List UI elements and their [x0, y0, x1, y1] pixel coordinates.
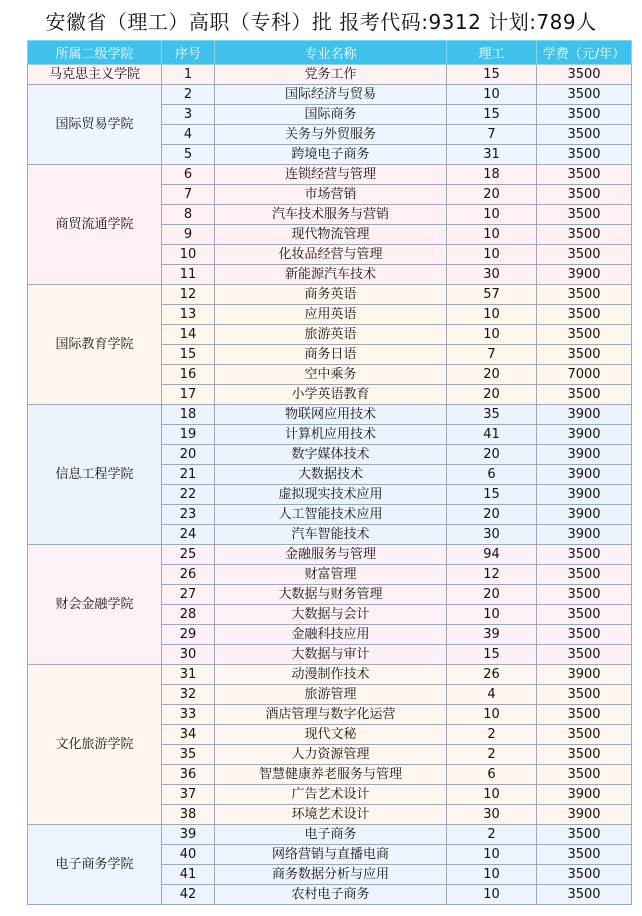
major-name-cell: 跨境电子商务: [215, 145, 447, 165]
major-name-cell: 空中乘务: [215, 365, 447, 385]
row-number-cell: 15: [162, 345, 215, 365]
plan-count-cell: 12: [447, 565, 537, 585]
tuition-fee-cell: 3500: [537, 185, 632, 205]
tuition-fee-cell: 3500: [537, 865, 632, 885]
plan-count-cell: 10: [447, 885, 537, 905]
plan-count-cell: 10: [447, 85, 537, 105]
tuition-fee-cell: 3900: [537, 465, 632, 485]
row-number-cell: 25: [162, 545, 215, 565]
row-number-cell: 16: [162, 365, 215, 385]
plan-count-cell: 35: [447, 405, 537, 425]
plan-count-cell: 39: [447, 625, 537, 645]
tuition-fee-cell: 3500: [537, 145, 632, 165]
plan-count-cell: 15: [447, 65, 537, 85]
row-number-cell: 12: [162, 285, 215, 305]
row-number-cell: 34: [162, 725, 215, 745]
row-number-cell: 20: [162, 445, 215, 465]
row-number-cell: 3: [162, 105, 215, 125]
major-name-cell: 党务工作: [215, 65, 447, 85]
tuition-fee-cell: 3500: [537, 825, 632, 845]
major-name-cell: 现代文秘: [215, 725, 447, 745]
plan-count-cell: 30: [447, 525, 537, 545]
table-row: [28, 285, 632, 305]
row-number-cell: 40: [162, 845, 215, 865]
plan-count-cell: 10: [447, 225, 537, 245]
plan-count-cell: 30: [447, 805, 537, 825]
major-name-cell: 农村电子商务: [215, 885, 447, 905]
plan-count-cell: 6: [447, 765, 537, 785]
tuition-fee-cell: 3500: [537, 305, 632, 325]
tuition-fee-cell: 3500: [537, 285, 632, 305]
college-name-cell: 财会金融学院: [28, 545, 162, 665]
row-number-cell: 26: [162, 565, 215, 585]
tuition-fee-cell: 3500: [537, 885, 632, 905]
tuition-fee-cell: 3500: [537, 225, 632, 245]
major-name-cell: 旅游英语: [215, 325, 447, 345]
plan-count-cell: 10: [447, 305, 537, 325]
major-name-cell: 连锁经营与管理: [215, 165, 447, 185]
tuition-fee-cell: 3900: [537, 665, 632, 685]
college-name-cell: 信息工程学院: [28, 405, 162, 545]
college-name-cell: 商贸流通学院: [28, 165, 162, 285]
table-row: [28, 65, 632, 85]
tuition-fee-cell: 3500: [537, 345, 632, 365]
row-number-cell: 18: [162, 405, 215, 425]
table-row: [28, 405, 632, 425]
college-group: [28, 665, 632, 825]
row-number-cell: 37: [162, 785, 215, 805]
plan-count-cell: 94: [447, 545, 537, 565]
enrollment-plan-table: [27, 40, 632, 905]
major-name-cell: 智慧健康养老服务与管理: [215, 765, 447, 785]
table-row: [28, 545, 632, 565]
tuition-fee-cell: 3500: [537, 625, 632, 645]
major-name-cell: 汽车技术服务与营销: [215, 205, 447, 225]
college-name-cell: 国际教育学院: [28, 285, 162, 405]
plan-count-cell: 7: [447, 125, 537, 145]
header-number: 序号: [162, 41, 215, 65]
plan-count-cell: 20: [447, 505, 537, 525]
plan-count-cell: 10: [447, 865, 537, 885]
tuition-fee-cell: 3900: [537, 265, 632, 285]
major-name-cell: 网络营销与直播电商: [215, 845, 447, 865]
plan-count-cell: 10: [447, 325, 537, 345]
row-number-cell: 14: [162, 325, 215, 345]
row-number-cell: 10: [162, 245, 215, 265]
college-group: [28, 825, 632, 905]
row-number-cell: 7: [162, 185, 215, 205]
plan-count-cell: 20: [447, 585, 537, 605]
plan-count-cell: 7: [447, 345, 537, 365]
plan-count-cell: 31: [447, 145, 537, 165]
row-number-cell: 29: [162, 625, 215, 645]
tuition-fee-cell: 3500: [537, 745, 632, 765]
tuition-fee-cell: 3500: [537, 705, 632, 725]
table-row: [28, 165, 632, 185]
college-group: [28, 285, 632, 405]
row-number-cell: 32: [162, 685, 215, 705]
header-plan: 理工: [447, 41, 537, 65]
plan-count-cell: 10: [447, 705, 537, 725]
page-title: 安徽省（理工）高职（专科）批 报考代码:9312 计划:789人: [45, 9, 597, 34]
row-number-cell: 39: [162, 825, 215, 845]
row-number-cell: 42: [162, 885, 215, 905]
major-name-cell: 动漫制作技术: [215, 665, 447, 685]
tuition-fee-cell: 3500: [537, 605, 632, 625]
major-name-cell: 大数据技术: [215, 465, 447, 485]
plan-count-cell: 10: [447, 845, 537, 865]
plan-count-cell: 30: [447, 265, 537, 285]
plan-count-cell: 6: [447, 465, 537, 485]
tuition-fee-cell: 3900: [537, 805, 632, 825]
tuition-fee-cell: 3500: [537, 205, 632, 225]
plan-count-cell: 2: [447, 825, 537, 845]
row-number-cell: 23: [162, 505, 215, 525]
table-row: [28, 665, 632, 685]
plan-count-cell: 10: [447, 205, 537, 225]
major-name-cell: 计算机应用技术: [215, 425, 447, 445]
college-group: [28, 405, 632, 545]
row-number-cell: 2: [162, 85, 215, 105]
tuition-fee-cell: 3500: [537, 125, 632, 145]
college-group: [28, 65, 632, 85]
major-name-cell: 商务日语: [215, 345, 447, 365]
row-number-cell: 5: [162, 145, 215, 165]
plan-count-cell: 57: [447, 285, 537, 305]
plan-count-cell: 20: [447, 385, 537, 405]
college-group: [28, 545, 632, 665]
row-number-cell: 8: [162, 205, 215, 225]
tuition-fee-cell: 3500: [537, 645, 632, 665]
row-number-cell: 41: [162, 865, 215, 885]
header-fee: 学费（元/年）: [537, 41, 632, 65]
major-name-cell: 新能源汽车技术: [215, 265, 447, 285]
row-number-cell: 1: [162, 65, 215, 85]
table-header-row: [28, 41, 632, 65]
header-college: 所属二级学院: [28, 41, 162, 65]
college-group: [28, 165, 632, 285]
major-name-cell: 大数据与财务管理: [215, 585, 447, 605]
major-name-cell: 金融服务与管理: [215, 545, 447, 565]
major-name-cell: 大数据与审计: [215, 645, 447, 665]
college-name-cell: 马克思主义学院: [28, 65, 162, 85]
major-name-cell: 商务数据分析与应用: [215, 865, 447, 885]
tuition-fee-cell: 3500: [537, 105, 632, 125]
major-name-cell: 大数据与会计: [215, 605, 447, 625]
plan-count-cell: 4: [447, 685, 537, 705]
tuition-fee-cell: 3500: [537, 385, 632, 405]
row-number-cell: 33: [162, 705, 215, 725]
tuition-fee-cell: 3500: [537, 565, 632, 585]
major-name-cell: 环境艺术设计: [215, 805, 447, 825]
plan-count-cell: 20: [447, 445, 537, 465]
table-row: [28, 85, 632, 105]
major-name-cell: 应用英语: [215, 305, 447, 325]
major-name-cell: 酒店管理与数字化运营: [215, 705, 447, 725]
major-name-cell: 国际经济与贸易: [215, 85, 447, 105]
tuition-fee-cell: 3900: [537, 425, 632, 445]
major-name-cell: 市场营销: [215, 185, 447, 205]
major-name-cell: 电子商务: [215, 825, 447, 845]
major-name-cell: 现代物流管理: [215, 225, 447, 245]
tuition-fee-cell: 3500: [537, 325, 632, 345]
tuition-fee-cell: 3900: [537, 785, 632, 805]
row-number-cell: 28: [162, 605, 215, 625]
row-number-cell: 38: [162, 805, 215, 825]
tuition-fee-cell: 3500: [537, 545, 632, 565]
row-number-cell: 24: [162, 525, 215, 545]
tuition-fee-cell: 3500: [537, 85, 632, 105]
tuition-fee-cell: 3900: [537, 485, 632, 505]
tuition-fee-cell: 3900: [537, 525, 632, 545]
plan-count-cell: 2: [447, 745, 537, 765]
header-major: 专业名称: [215, 41, 447, 65]
plan-count-cell: 41: [447, 425, 537, 445]
tuition-fee-cell: 3900: [537, 445, 632, 465]
tuition-fee-cell: 3900: [537, 405, 632, 425]
major-name-cell: 人力资源管理: [215, 745, 447, 765]
major-name-cell: 物联网应用技术: [215, 405, 447, 425]
row-number-cell: 9: [162, 225, 215, 245]
row-number-cell: 31: [162, 665, 215, 685]
row-number-cell: 36: [162, 765, 215, 785]
major-name-cell: 金融科技应用: [215, 625, 447, 645]
plan-count-cell: 26: [447, 665, 537, 685]
college-name-cell: 文化旅游学院: [28, 665, 162, 825]
row-number-cell: 13: [162, 305, 215, 325]
plan-count-cell: 2: [447, 725, 537, 745]
plan-count-cell: 18: [447, 165, 537, 185]
plan-count-cell: 10: [447, 245, 537, 265]
major-name-cell: 关务与外贸服务: [215, 125, 447, 145]
major-name-cell: 化妆品经营与管理: [215, 245, 447, 265]
major-name-cell: 国际商务: [215, 105, 447, 125]
major-name-cell: 数字媒体技术: [215, 445, 447, 465]
row-number-cell: 22: [162, 485, 215, 505]
plan-count-cell: 10: [447, 785, 537, 805]
tuition-fee-cell: 3500: [537, 165, 632, 185]
major-name-cell: 商务英语: [215, 285, 447, 305]
tuition-fee-cell: 3500: [537, 725, 632, 745]
tuition-fee-cell: 3900: [537, 505, 632, 525]
row-number-cell: 21: [162, 465, 215, 485]
row-number-cell: 27: [162, 585, 215, 605]
plan-count-cell: 15: [447, 645, 537, 665]
major-name-cell: 汽车智能技术: [215, 525, 447, 545]
row-number-cell: 35: [162, 745, 215, 765]
row-number-cell: 19: [162, 425, 215, 445]
major-name-cell: 旅游管理: [215, 685, 447, 705]
plan-count-cell: 20: [447, 365, 537, 385]
tuition-fee-cell: 7000: [537, 365, 632, 385]
plan-count-cell: 20: [447, 185, 537, 205]
college-name-cell: 国际贸易学院: [28, 85, 162, 165]
major-name-cell: 虚拟现实技术应用: [215, 485, 447, 505]
tuition-fee-cell: 3500: [537, 685, 632, 705]
major-name-cell: 人工智能技术应用: [215, 505, 447, 525]
row-number-cell: 6: [162, 165, 215, 185]
college-name-cell: 电子商务学院: [28, 825, 162, 905]
plan-count-cell: 10: [447, 605, 537, 625]
college-group: [28, 85, 632, 165]
major-name-cell: 小学英语教育: [215, 385, 447, 405]
tuition-fee-cell: 3500: [537, 65, 632, 85]
row-number-cell: 17: [162, 385, 215, 405]
row-number-cell: 30: [162, 645, 215, 665]
tuition-fee-cell: 3500: [537, 765, 632, 785]
major-name-cell: 广告艺术设计: [215, 785, 447, 805]
plan-count-cell: 15: [447, 105, 537, 125]
row-number-cell: 11: [162, 265, 215, 285]
row-number-cell: 4: [162, 125, 215, 145]
tuition-fee-cell: 3500: [537, 245, 632, 265]
tuition-fee-cell: 3500: [537, 585, 632, 605]
major-name-cell: 财富管理: [215, 565, 447, 585]
plan-count-cell: 15: [447, 485, 537, 505]
tuition-fee-cell: 3500: [537, 845, 632, 865]
table-row: [28, 825, 632, 845]
